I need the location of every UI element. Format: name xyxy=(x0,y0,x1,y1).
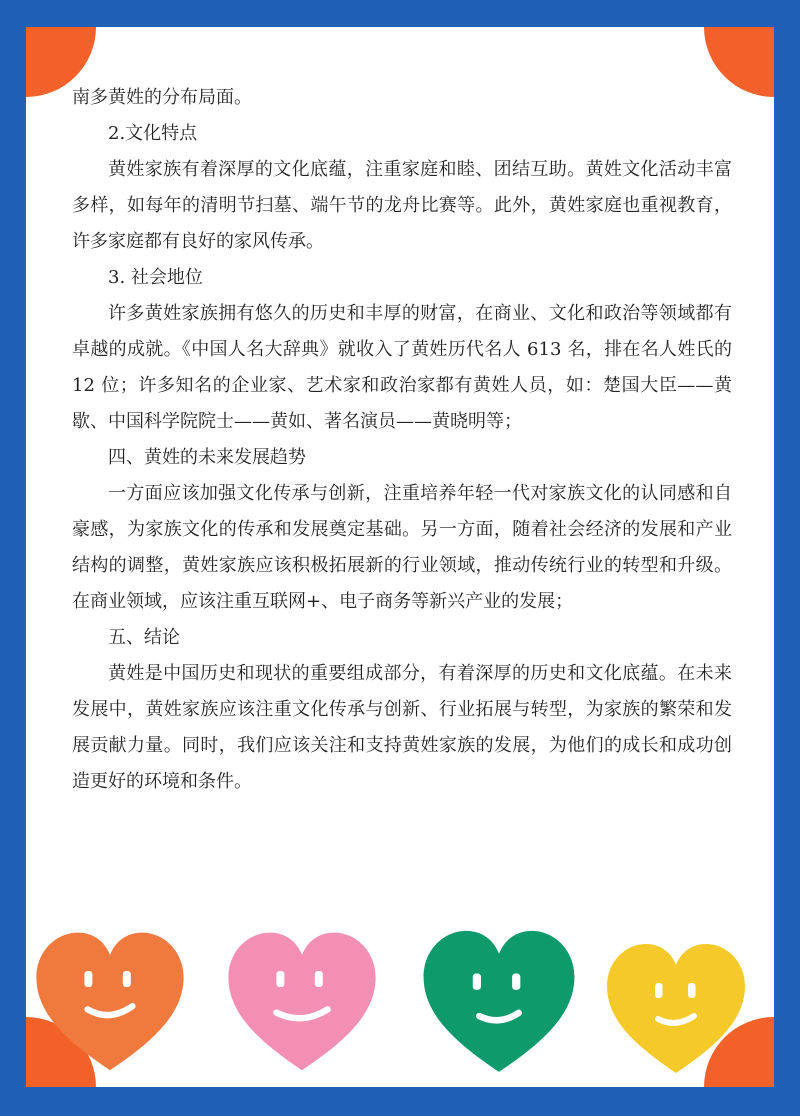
section-heading: 2.文化特点 xyxy=(108,123,198,144)
smiling-heart-pink-icon xyxy=(218,923,386,1083)
smiling-heart-yellow-icon xyxy=(596,935,756,1085)
section-heading: 3. 社会地位 xyxy=(108,267,203,288)
paragraph: 黄姓家族有着深厚的文化底蕴，注重家庭和睦、团结互助。黄姓文化活动丰富多样，如每年的清明节扫墓、端午节的龙舟比赛等。此外，黄姓家庭也重视教育，许多家庭都有良好的家风传承。 xyxy=(72,159,732,252)
smiling-heart-orange-icon xyxy=(30,923,190,1083)
paragraph: 南多黄姓的分布局面。 xyxy=(72,87,252,108)
section-heading: 四、黄姓的未来发展趋势 xyxy=(108,447,306,468)
document-body xyxy=(72,80,732,800)
paragraph: 黄姓是中国历史和现状的重要组成部分，有着深厚的历史和文化底蕴。在未来发展中，黄姓家族应该注重文化传承与创新、行业拓展与转型，为家族的繁荣和发展贡献力量。同时，我们应该关注和支持黄姓家族的发展，为他们的成长和成功创造更好的环境和条件。 xyxy=(72,663,732,792)
hearts-decoration xyxy=(0,915,800,1090)
smiling-heart-green-icon xyxy=(414,921,584,1085)
section-heading: 五、结论 xyxy=(108,627,180,648)
paragraph: 一方面应该加强文化传承与创新，注重培养年轻一代对家族文化的认同感和自豪感，为家族文化的传承和发展奠定基础。另一方面，随着社会经济的发展和产业结构的调整，黄姓家族应该积极拓展新的行业领域，推动传统行业的转型和升级。在商业领域，应该注重互联网+、电子商务等新兴产业的发展； xyxy=(72,483,732,612)
paragraph: 许多黄姓家族拥有悠久的历史和丰厚的财富，在商业、文化和政治等领域都有卓越的成就。《中国人名大辞典》就收入了黄姓历代名人 613 名，排在名人姓氏的 12 位；许多知名的企业家、艺术家和政治家都有黄姓人员，如：楚国大臣——黄歇、中国科学院院士——黄如、著名演员——黄晓明等； xyxy=(72,303,732,432)
